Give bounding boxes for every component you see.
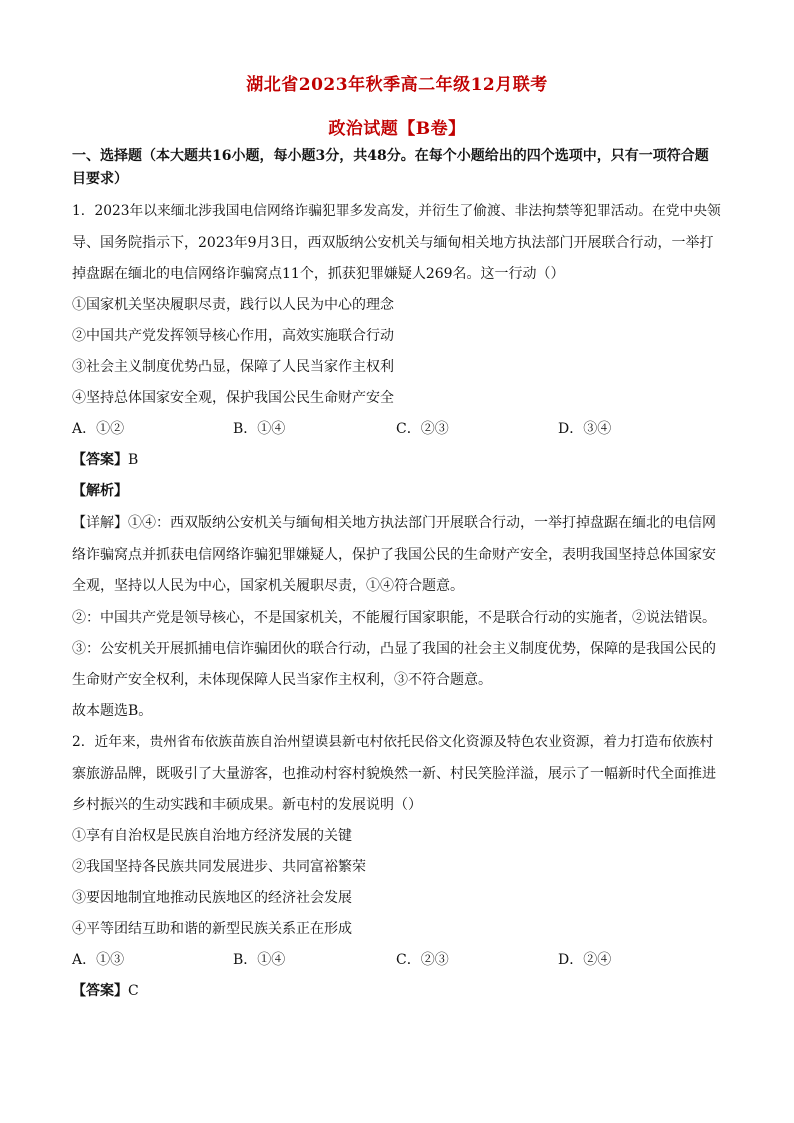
q2-option-d: D．②④ <box>558 952 612 968</box>
q1-detail-line: 全观，坚持以人民为中心，国家机关履职尽责，①④符合题意。 <box>72 578 464 594</box>
q2-option-a: A．①③ <box>72 952 125 968</box>
q1-analysis-label: 【解析】 <box>72 483 128 499</box>
q1-detail-line: 生命财产安全权利，未体现保障人民当家作主权利，③不符合题意。 <box>72 672 492 688</box>
q1-stem-line: 掉盘踞在缅北的电信网络诈骗窝点11个，抓获犯罪嫌疑人269名。这一行动（） <box>72 266 565 282</box>
q1-option-a: A．①② <box>72 421 125 437</box>
answer-label: 【答案】 <box>72 452 128 468</box>
q2-statement: ①享有自治权是民族自治地方经济发展的关键 <box>72 828 352 844</box>
q1-detail-line: 【详解】①④：西双版纳公安机关与缅甸相关地方执法部门开展联合行动，一举打掉盘踞在缅北的电信网 <box>72 515 716 531</box>
q2-stem-line: 2．近年来，贵州省布依族苗族自治州望谟县新屯村依托民俗文化资源及特色农业资源，着力打造布依族村 <box>72 734 714 750</box>
q1-detail-line: 络诈骗窝点并抓获电信网络诈骗犯罪嫌疑人，保护了我国公民的生命财产安全，表明我国坚持总体国家安 <box>72 547 716 563</box>
q2-option-b: B．①④ <box>233 952 286 968</box>
q1-statement: ③社会主义制度优势凸显，保障了人民当家作主权利 <box>72 359 394 375</box>
q2-statement: ④平等团结互助和谐的新型民族关系正在形成 <box>72 921 352 937</box>
q2-statement: ③要因地制宜地推动民族地区的经济社会发展 <box>72 890 352 906</box>
q1-answer <box>72 450 722 470</box>
q2-stem-line: 寨旅游品牌，既吸引了大量游客，也推动村容村貌焕然一新、村民笑脸洋溢，展示了一幅新时代全面推进 <box>72 766 716 782</box>
answer-value: C <box>128 983 139 999</box>
q1-option-b: B．①④ <box>233 421 286 437</box>
section-heading-cont: 目要求） <box>72 171 128 187</box>
q2-answer <box>72 981 722 1001</box>
q1-statement: ④坚持总体国家安全观，保护我国公民生命财产安全 <box>72 390 394 406</box>
q2-statement: ②我国坚持各民族共同发展进步、共同富裕繁荣 <box>72 859 366 875</box>
document-title: 湖北省2023年秋季高二年级12月联考 <box>246 75 548 95</box>
q1-statement: ①国家机关坚决履职尽责，践行以人民为中心的理念 <box>72 297 394 313</box>
q1-detail-line: ②：中国共产党是领导核心，不是国家机关，不能履行国家职能，不是联合行动的实施者，②说法错误。 <box>72 610 716 626</box>
document-subtitle: 政治试题【B卷】 <box>328 119 466 139</box>
q2-option-c: C．②③ <box>396 952 449 968</box>
answer-label: 【答案】 <box>72 983 128 999</box>
q1-stem-line: 1．2023年以来缅北涉我国电信网络诈骗犯罪多发高发，并衍生了偷渡、非法拘禁等犯罪活动。在党中央领 <box>72 203 721 219</box>
q2-stem-line: 乡村振兴的生动实践和丰硕成果。新屯村的发展说明（） <box>72 797 422 813</box>
q1-option-c: C．②③ <box>396 421 449 437</box>
section-heading: 一、选择题（本大题共16小题，每小题3分，共48分。在每个小题给出的四个选项中，只有一项符合题 <box>72 148 709 164</box>
answer-value: B <box>128 452 139 468</box>
q1-detail-line: 故本题选B。 <box>72 703 153 719</box>
q1-statement: ②中国共产党发挥领导核心作用，高效实施联合行动 <box>72 328 394 344</box>
q1-option-d: D．③④ <box>558 421 612 437</box>
q1-detail-line: ③：公安机关开展抓捕电信诈骗团伙的联合行动，凸显了我国的社会主义制度优势，保障的是我国公民的 <box>72 641 716 657</box>
q1-stem-line: 导、国务院指示下，2023年9月3日，西双版纳公安机关与缅甸相关地方执法部门开展联合行动，一举打 <box>72 235 714 251</box>
